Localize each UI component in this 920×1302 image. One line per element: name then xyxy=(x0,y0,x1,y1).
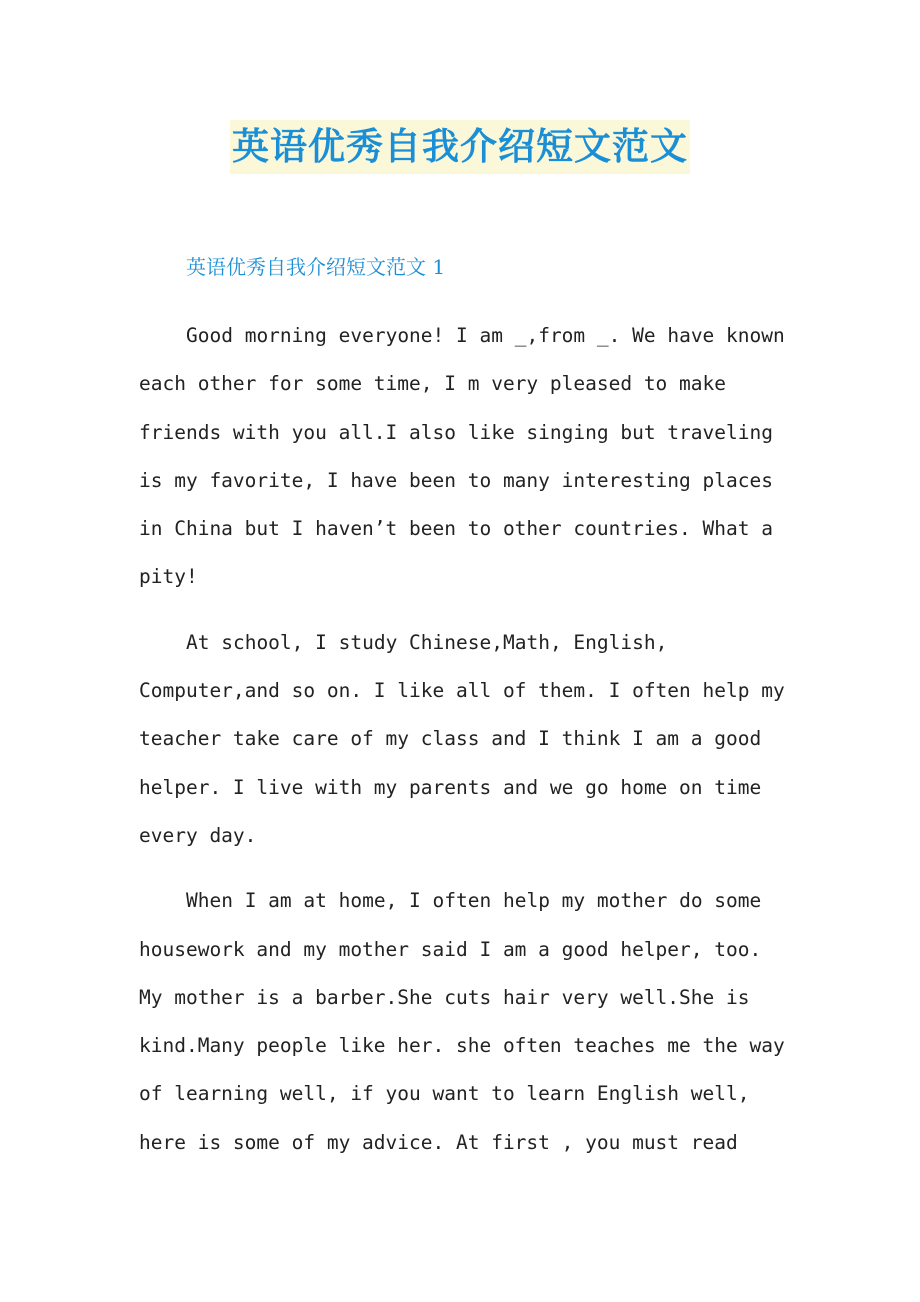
paragraph-line: Computer,and so on. I like all of them. I often help my xyxy=(139,679,785,703)
paragraph-line: Good morning everyone! I am _,from _. We have known xyxy=(186,324,785,347)
paragraph-line: helper. I live with my parents and we go home on time xyxy=(139,775,762,799)
paragraph-line: kind.Many people like her. she often teaches me the way xyxy=(139,1034,785,1058)
paragraph-line: At school, I study Chinese,Math, English, xyxy=(186,630,668,654)
paragraph-line: each other for some time, I m very pleased to make xyxy=(139,372,726,396)
paragraph-2 xyxy=(139,619,789,860)
paragraph-line: friends with you all.I also like singing but traveling xyxy=(139,420,773,444)
paragraph-line: When I am at home, I often help my mother do some xyxy=(186,889,762,913)
paragraph-3 xyxy=(139,877,789,1167)
paragraph-line: housework and my mother said I am a good helper, too. xyxy=(139,937,762,961)
paragraph-line: My mother is a barber.She cuts hair very well.She is xyxy=(139,985,750,1009)
paragraph-line: pity! xyxy=(139,565,198,589)
section-heading: 英语优秀自我介绍短文范文 1 xyxy=(186,255,446,279)
paragraph-1 xyxy=(139,312,789,602)
paragraph-line: in China but I haven’t been to other countries. What a xyxy=(139,517,773,541)
document-title: 英语优秀自我介绍短文范文 xyxy=(230,120,690,174)
document-body xyxy=(139,312,789,1184)
paragraph-line: every day. xyxy=(139,823,257,847)
title-container xyxy=(0,120,920,174)
paragraph-line: of learning well, if you want to learn English well, xyxy=(139,1082,750,1106)
paragraph-line: is my favorite, I have been to many interesting places xyxy=(139,468,773,492)
paragraph-line: here is some of my advice. At first , you must read xyxy=(139,1130,738,1154)
paragraph-line: teacher take care of my class and I think I am a good xyxy=(139,727,762,751)
